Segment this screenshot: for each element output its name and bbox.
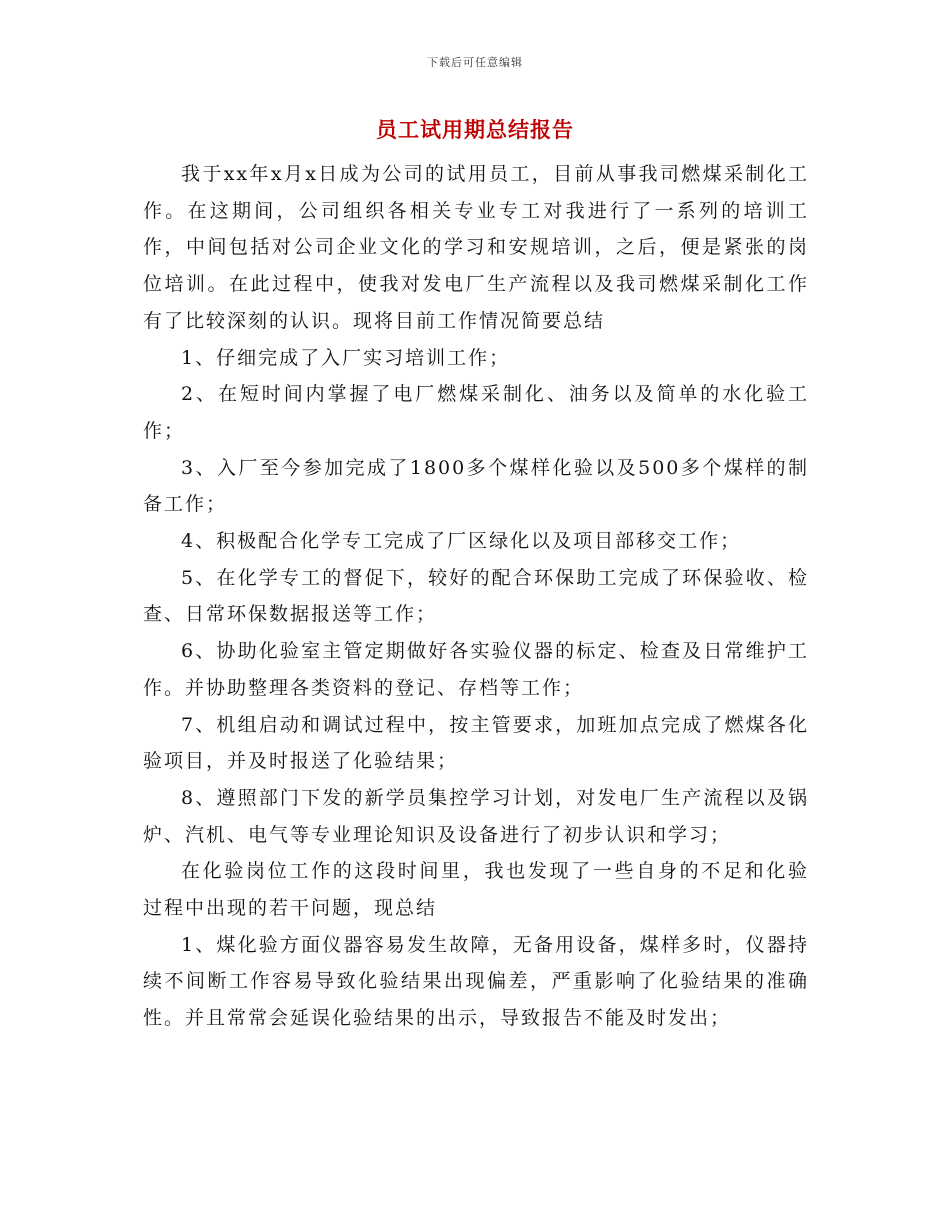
paragraph-item-2: 2、在短时间内掌握了电厂燃煤采制化、油务以及简单的水化验工作；: [143, 383, 809, 442]
paragraph-item-3: 3、入厂至今参加完成了1800多个煤样化验以及500多个煤样的制备工作；: [143, 456, 809, 516]
header-note: 下载后可任意编辑: [427, 56, 523, 69]
document-title: 员工试用期总结报告: [376, 117, 574, 142]
paragraph-problem-1: 1、煤化验方面仪器容易发生故障，无备用设备，煤样多时，仪器持续不间断工作容易导致化验结果出现偏差，严重影响了化验结果的准确性。并且常常会延误化验结果的出示，导致报告不能及时发出；: [143, 933, 809, 1030]
paragraph-item-7: 7、机组启动和调试过程中，按主管要求，加班加点完成了燃煤各化验项目，并及时报送了化验结果；: [143, 713, 809, 773]
paragraph-item-4: 4、积极配合化学专工完成了厂区绿化以及项目部移交工作；: [181, 530, 742, 553]
document-body: [143, 156, 809, 1037]
paragraph-item-8: 8、遵照部门下发的新学员集控学习计划，对发电厂生产流程以及锅炉、汽机、电气等专业理论知识及设备进行了初步认识和学习；: [143, 786, 809, 846]
paragraph-item-1: 1、仔细完成了入厂实习培训工作；: [181, 346, 511, 369]
paragraph-item-5: 5、在化学专工的督促下，较好的配合环保助工完成了环保验收、检查、日常环保数据报送等工作；: [143, 566, 809, 626]
paragraph-intro: 我于xx年x月x日成为公司的试用员工，目前从事我司燃煤采制化工作。在这期间，公司组织各相关专业专工对我进行了一系列的培训工作，中间包括对公司企业文化的学习和安规培训，之后，便是紧张的岗位培训。在此过程中，使我对发电厂生产流程以及我司燃煤采制化工作有了比较深刻的认识。现将目前工作情况简要总结: [143, 163, 809, 332]
paragraph-problems-intro: 在化验岗位工作的这段时间里，我也发现了一些自身的不足和化验过程中出现的若干问题，现总结: [143, 860, 809, 920]
paragraph-item-6: 6、协助化验室主管定期做好各实验仪器的标定、检查及日常维护工作。并协助整理各类资料的登记、存档等工作；: [143, 640, 809, 699]
